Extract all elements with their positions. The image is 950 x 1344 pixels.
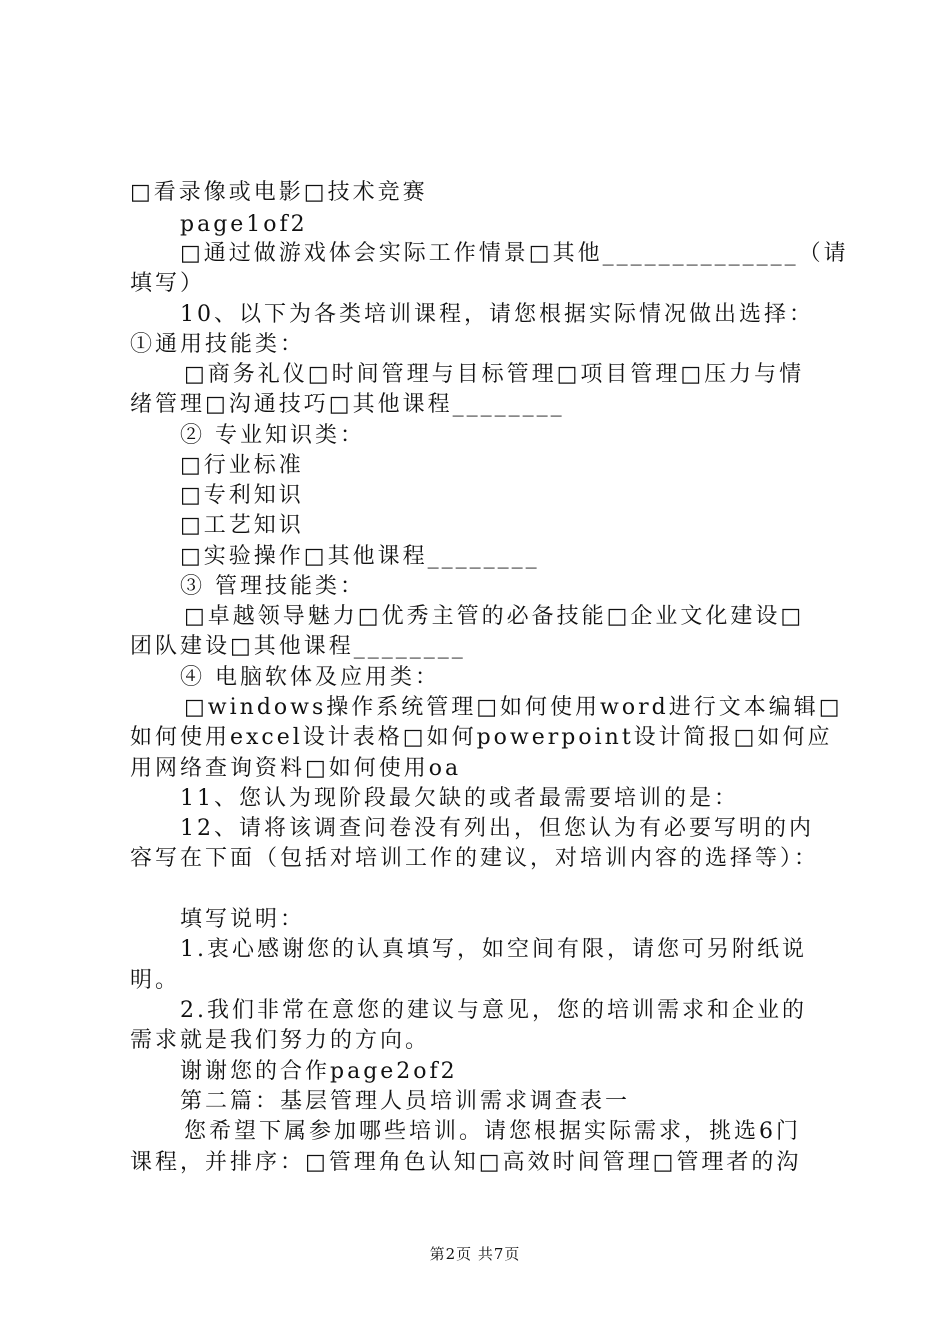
text-line: □行业标准 [180,453,304,478]
section-heading: ③ 管理技能类： [180,574,365,599]
question-12: 12、请将该调查问卷没有列出，但您认为有必要写明的内 [180,816,814,841]
text-line: 需求就是我们努力的方向。 [130,1028,431,1053]
text-line: □windows操作系统管理□如何使用word进行文本编辑□ [184,695,843,720]
section-heading: 填写说明： [180,907,306,932]
text-line: □看录像或电影□技术竞赛 [130,180,428,205]
page-footer: 第2页 共7页 [429,1245,521,1263]
text-line: □专利知识 [180,483,304,508]
text-line: 绪管理□沟通技巧□其他课程________ [130,392,565,417]
text-line: □商务礼仪□时间管理与目标管理□项目管理□压力与情 [184,362,805,387]
section-heading: ② 专业知识类： [180,423,365,448]
text-line: 容写在下面（包括对培训工作的建议，对培训内容的选择等）： [130,846,820,871]
text-line: □卓越领导魅力□优秀主管的必备技能□企业文化建设□ [184,604,805,629]
text-line: 用网络查询资料□如何使用oa [130,756,462,781]
text-line: 1.衷心感谢您的认真填写，如空间有限，请您可另附纸说 [180,937,807,962]
text-line: □实验操作□其他课程________ [180,544,540,569]
question-11: 11、您认为现阶段最欠缺的或者最需要培训的是： [180,786,739,811]
text-line: 填写） [130,271,206,296]
page-marker: page1of2 [180,212,308,237]
text-line: 如何使用excel设计表格□如何powerpoint设计简报□如何应 [130,725,833,750]
text-line: □工艺知识 [180,513,304,538]
chapter-heading: 第二篇：基层管理人员培训需求调查表一 [180,1089,631,1114]
text-line: 课程，并排序：□管理角色认知□高效时间管理□管理者的沟 [130,1150,802,1175]
text-line: 您希望下属参加哪些培训。请您根据实际需求，挑选6门 [184,1119,801,1144]
text-line: 明。 [130,968,181,993]
text-line: 2.我们非常在意您的建议与意见，您的培训需求和企业的 [180,998,807,1023]
section-heading: ④ 电脑软体及应用类： [180,665,440,690]
text-line: 团队建设□其他课程________ [130,634,466,659]
question-10: 10、以下为各类培训课程，请您根据实际情况做出选择： [180,302,814,327]
section-heading: ①通用技能类： [130,332,306,357]
text-line: 谢谢您的合作page2of2 [180,1059,458,1084]
text-line: □通过做游戏体会实际工作情景□其他______________（请 [180,241,849,266]
